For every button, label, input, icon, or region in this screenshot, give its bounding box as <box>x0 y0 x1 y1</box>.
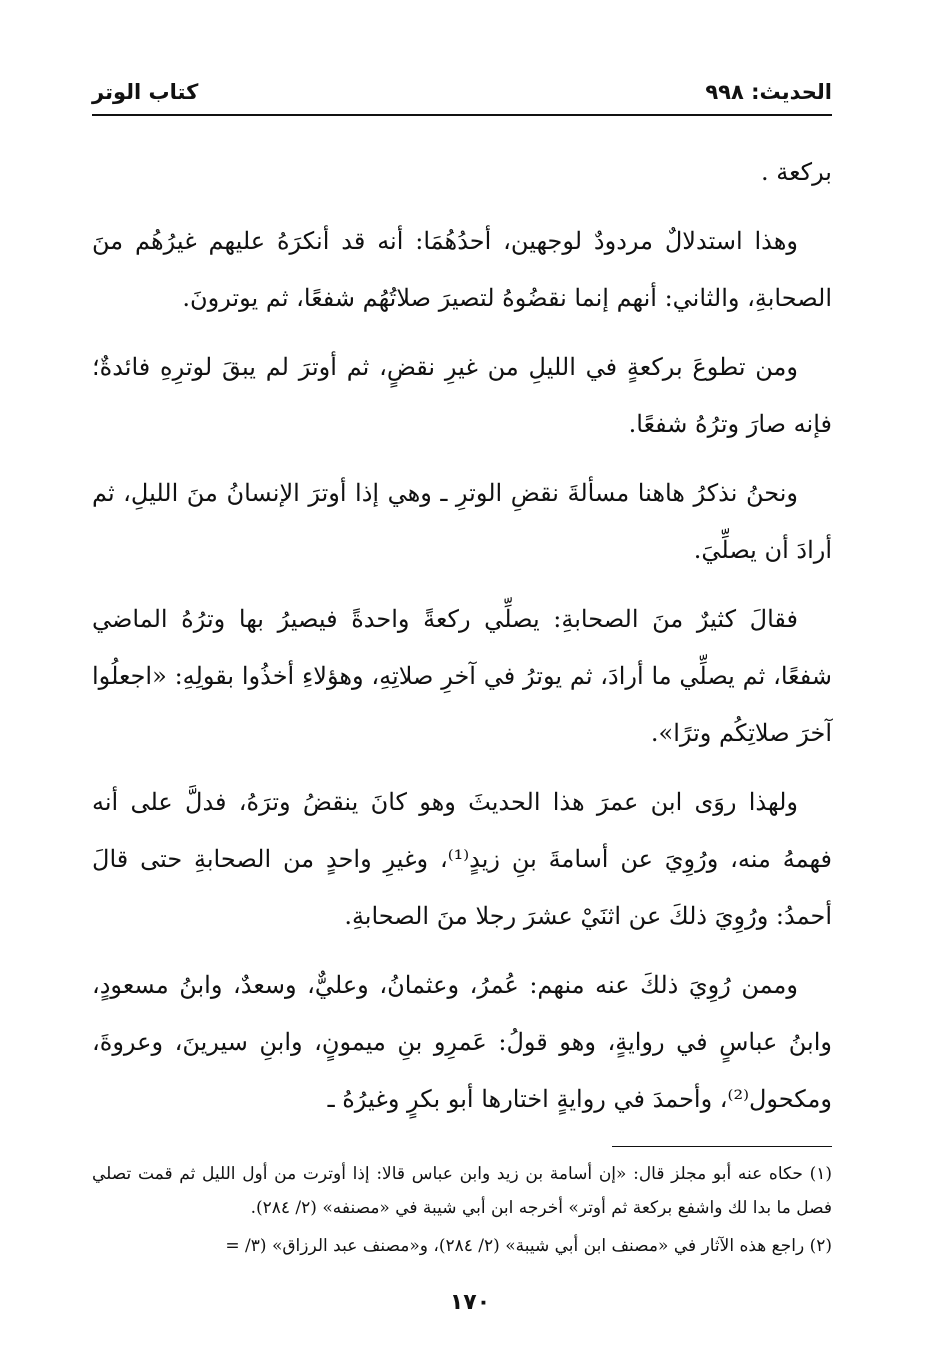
page-number: ١٧٠ <box>449 1290 491 1315</box>
paragraph: وممن رُوِيَ ذلكَ عنه منهم: عُمرُ، وعثمانُ، وعليٌّ، وسعدٌ، وابنُ مسعودٍ، وابنُ عباسٍ في روايةٍ، وهو قولُ: عَمرِو بنِ ميمونٍ، وابنِ سيرينَ، وعروةَ، ومكحول⁽²⁾، وأحمدَ في روايةٍ اختارها أبو بكرٍ وغيرُهُ ـ <box>92 971 832 1113</box>
paragraph: وهذا استدلالٌ مردودٌ لوجهين، أحدُهُمَا: أنه قد أنكرَهُ عليهم غيرُهُم منَ الصحابةِ، والثاني: أنهم إنما نقضُوهُ لتصيرَ صلاتُهُم شفعًا، ثم يوترونَ. <box>92 227 832 312</box>
footnote: (٢) راجع هذه الآثار في «مصنف ابن أبي شيبة» (٢/ ٢٨٤)، و«مصنف عبد الرزاق» (٣/ = <box>225 1236 832 1256</box>
footnotes <box>92 1157 832 1263</box>
footnote-separator <box>612 1146 832 1147</box>
paragraph: ومن تطوعَ بركعةٍ في الليلِ من غيرِ نقضٍ، ثم أوترَ لم يبقَ لوترِهِ فائدةٌ؛ فإنه صارَ وترُهُ شفعًا. <box>92 353 832 438</box>
book-page <box>92 80 832 1267</box>
main-text <box>92 144 832 1128</box>
book-title: كتاب الوتر <box>92 80 199 104</box>
hadith-number: الحديث: ٩٩٨ <box>705 80 832 104</box>
footnote: (١) حكاه عنه أبو مجلز قال: «إن أسامة بن زيد وابن عباس قالا: إذا أوترت من أول الليل ثم قمت تصلي فصل ما بدا لك واشفع بركعة ثم أوتر» أخرجه ابن أبي شيبة في «مصنفه» (٢/ ٢٨٤). <box>92 1164 832 1218</box>
paragraph: بركعة . <box>760 158 832 186</box>
running-header <box>92 80 832 116</box>
paragraph: فقالَ كثيرٌ منَ الصحابةِ: يصلِّي ركعةً واحدةً فيصيرُ بها وترُهُ الماضي شفعًا، ثم يصلِّي ما أرادَ، ثم يوترُ في آخرِ صلاتِهِ، وهؤلاءِ أخذُوا بقولِهِ: «اجعلُوا آخرَ صلاتِكُم وترًا». <box>92 605 832 747</box>
paragraph: ولهذا روَى ابن عمرَ هذا الحديثَ وهو كانَ ينقضُ وترَهُ، فدلَّ على أنه فهمهُ منه، ورُوِيَ عن أسامةَ بنِ زيدٍ⁽¹⁾، وغيرِ واحدٍ من الصحابةِ حتى قالَ أحمدُ: ورُوِيَ ذلكَ عن اثنَيْ عشرَ رجلا منَ الصحابةِ. <box>92 788 832 930</box>
paragraph: ونحنُ نذكرُ هاهنا مسألةَ نقضِ الوترِ ـ وهي إذا أوترَ الإنسانُ منَ الليلِ، ثم أرادَ أن يصلِّيَ. <box>92 479 832 564</box>
